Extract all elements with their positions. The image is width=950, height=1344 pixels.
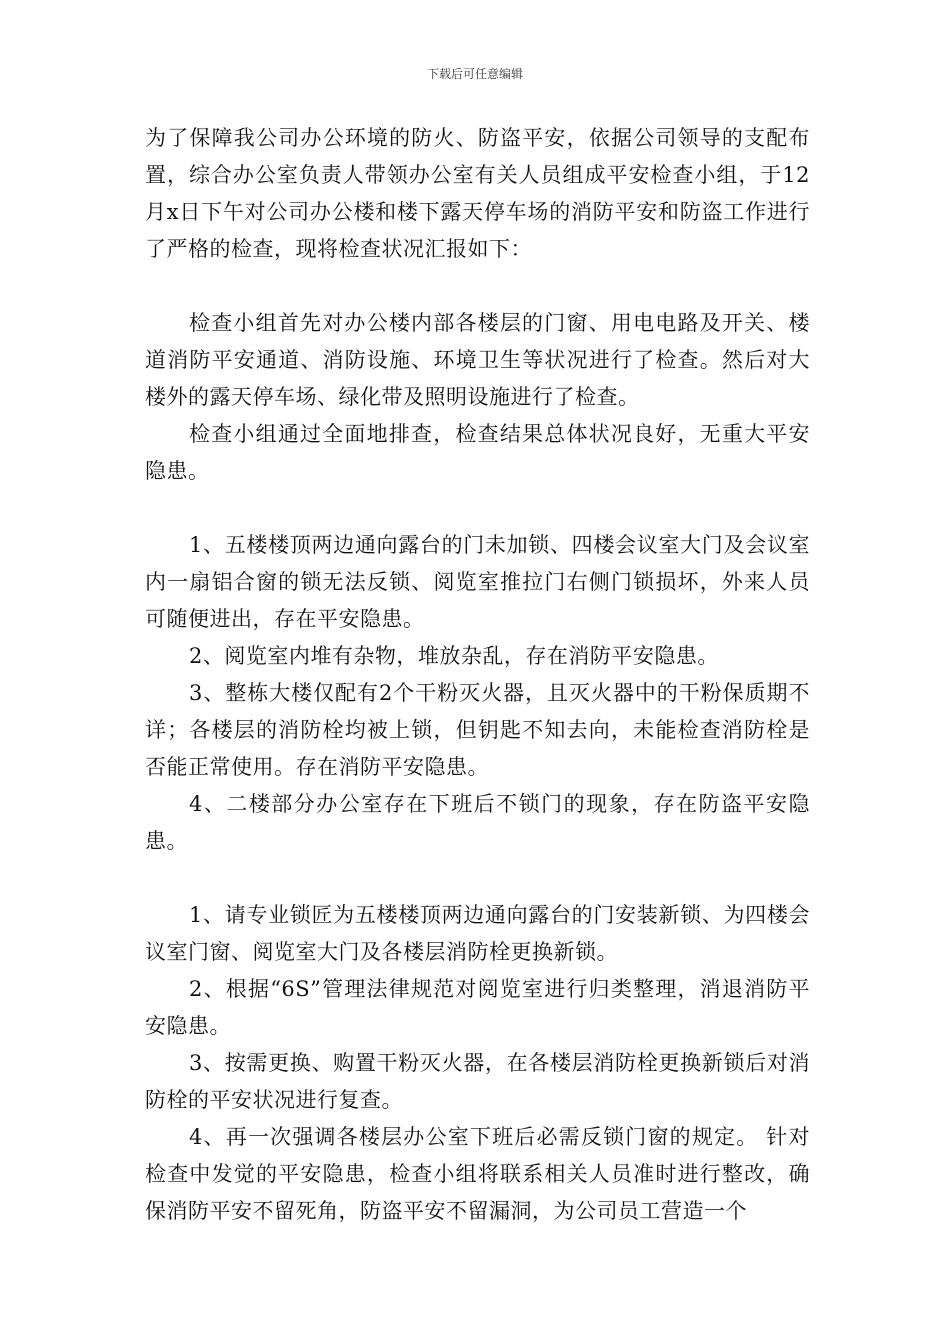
result-paragraph: 检查小组通过全面地排查，检查结果总体状况良好，无重大平安隐患。 [145, 422, 810, 483]
paragraph-gap [145, 490, 810, 527]
document-body [145, 120, 810, 1230]
measure-item: 4、再一次强调各楼层办公室下班后必需反锁门窗的规定。 针对检查中发觉的平安隐患，检查小组将联系相关人员准时进行整改，确保消防平安不留死角，防盗平安不留漏洞，为公司员工营造一个 [145, 1125, 810, 1223]
process-paragraph: 检查小组首先对办公楼内部各楼层的门窗、用电电路及开关、楼道消防平安通道、消防设施、环境卫生等状况进行了检查。然后对大楼外的露天停车场、绿化带及照明设施进行了检查。 [145, 311, 810, 409]
problem-item: 4、二楼部分办公室存在下班后不锁门的现象，存在防盗平安隐患。 [145, 792, 810, 853]
problem-item: 2、阅览室内堆有杂物，堆放杂乱，存在消防平安隐患。 [189, 644, 719, 668]
paragraph-gap [145, 268, 810, 305]
problem-item: 3、整栋大楼仅配有2个干粉灭火器，且灭火器中的干粉保质期不详；各楼层的消防栓均被上锁，但钥匙不知去向，未能检查消防栓是否能正常使用。存在消防平安隐患。 [145, 681, 810, 779]
measure-item: 1、请专业锁匠为五楼楼顶两边通向露台的门安装新锁、为四楼会议室门窗、阅览室大门及各楼层消防栓更换新锁。 [145, 903, 810, 964]
problem-item: 1、五楼楼顶两边通向露台的门未加锁、四楼会议室大门及会议室内一扇铝合窗的锁无法反锁、阅览室推拉门右侧门锁损坏，外来人员可随便进出，存在平安隐患。 [145, 533, 810, 631]
paragraph-gap [145, 860, 810, 897]
download-note: 下载后可任意编辑 [426, 67, 523, 81]
intro-paragraph: 为了保障我公司办公环境的防火、防盗平安，依据公司领导的支配布置，综合办公室负责人带领办公室有关人员组成平安检查小组，于12月x日下午对公司办公楼和楼下露天停车场的消防平安和防盗工作进行了严格的检查，现将检查状况汇报如下： [145, 126, 810, 261]
measure-item: 2、根据“6S”管理法律规范对阅览室进行归类整理，消退消防平安隐患。 [145, 977, 810, 1038]
measure-item: 3、按需更换、购置干粉灭火器，在各楼层消防栓更换新锁后对消防栓的平安状况进行复查。 [145, 1051, 810, 1112]
